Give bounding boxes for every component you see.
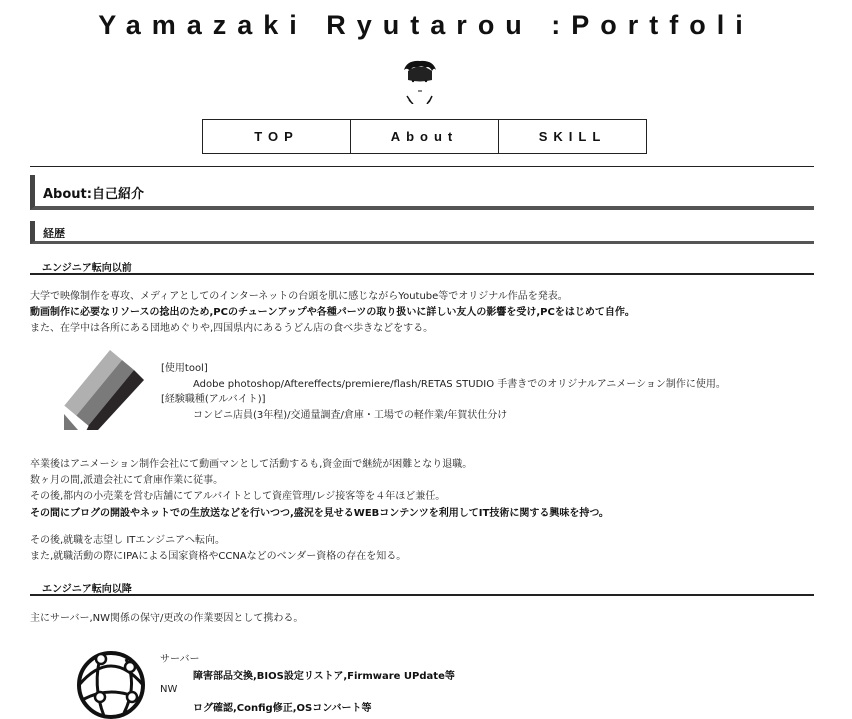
nav-about[interactable]: About <box>350 119 499 154</box>
before-engineer-heading: エンジニア転向以前 <box>42 263 132 274</box>
tool-info <box>161 362 741 424</box>
after-grad-line-3: その後,都内の小売業を営む店舗にてアルバイトとして資産管理/レジ接客等を４年ほど兼任。 <box>30 491 446 502</box>
avatar <box>399 58 441 104</box>
tool-label: [使用tool] <box>161 363 208 374</box>
tool-value: Adobe photoshop/Aftereffects/premiere/flash/RETAS STUDIO 手書きでのオリジナルアニメーション制作に使用。 <box>193 379 726 390</box>
about-heading-box <box>30 175 814 210</box>
job-label: [経験職種(アルバイト)] <box>161 394 266 405</box>
divider <box>30 166 814 167</box>
main-nav <box>202 119 646 154</box>
decision-line-2: また,就職活動の際にIPAによる国家資格やCCNAなどのベンダー資格の存在を知る。 <box>30 551 407 562</box>
intro-line-3: また、在学中は各所にある団地めぐりや,四国県内にあるうどん店の食べ歩きなどをする。 <box>30 323 434 334</box>
network-globe-icon <box>64 637 159 719</box>
site-title: Yamazaki Ryutarou :Portfoli <box>98 10 754 40</box>
server-value: 障害部品交換,BIOS設定リストア,Firmware UPdate等 <box>193 671 455 682</box>
nav-skill[interactable]: SKILL <box>498 119 647 154</box>
nw-label: NW <box>160 684 178 695</box>
pencil-icon <box>62 348 146 430</box>
intro-line-1: 大学で映像制作を専攻、メディアとしてのインターネットの台頭を肌に感じながらYoutube等でオリジナル作品を発表。 <box>30 291 568 302</box>
server-label: サーバー <box>160 654 200 665</box>
career-heading-box <box>30 221 814 244</box>
after-intro: 主にサーバー,NW関係の保守/更改の作業要因として携わる。 <box>30 613 304 624</box>
job-value: コンビニ店員(3年程)/交通量調査/倉庫・工場での軽作業/年賀状仕分け <box>193 410 508 421</box>
nw-value: ログ確認,Config修正,OSコンバート等 <box>193 703 372 714</box>
after-grad-line-4: その間にブログの開設やネットでの生放送などを行いつつ,盛況を見せるWEBコンテンツを利用してIT技術に関する興味を持つ。 <box>30 508 609 519</box>
before-engineer-heading-box <box>30 259 814 275</box>
after-engineer-heading: エンジニア転向以降 <box>42 584 132 595</box>
after-grad-line-1: 卒業後はアニメーション制作会社にて動画マンとして活動するも,資金面で継続が困難となり退職。 <box>30 459 473 470</box>
about-heading: About:自己紹介 <box>43 187 144 202</box>
intro-line-2: 動画制作に必要なリソースの捻出のため,PCのチューンアップや各種パーツの取り扱いに詳しい友人の影響を受け,PCをはじめて自作。 <box>30 307 635 318</box>
career-heading: 経歴 <box>43 227 65 240</box>
after-grad-line-2: 数ヶ月の間,派遣会社にて倉庫作業に従事。 <box>30 475 224 486</box>
nav-top[interactable]: TOP <box>202 119 351 154</box>
decision-line-1: その後,就職を志望し ITエンジニアへ転向。 <box>30 535 225 546</box>
after-engineer-heading-box <box>30 580 814 596</box>
